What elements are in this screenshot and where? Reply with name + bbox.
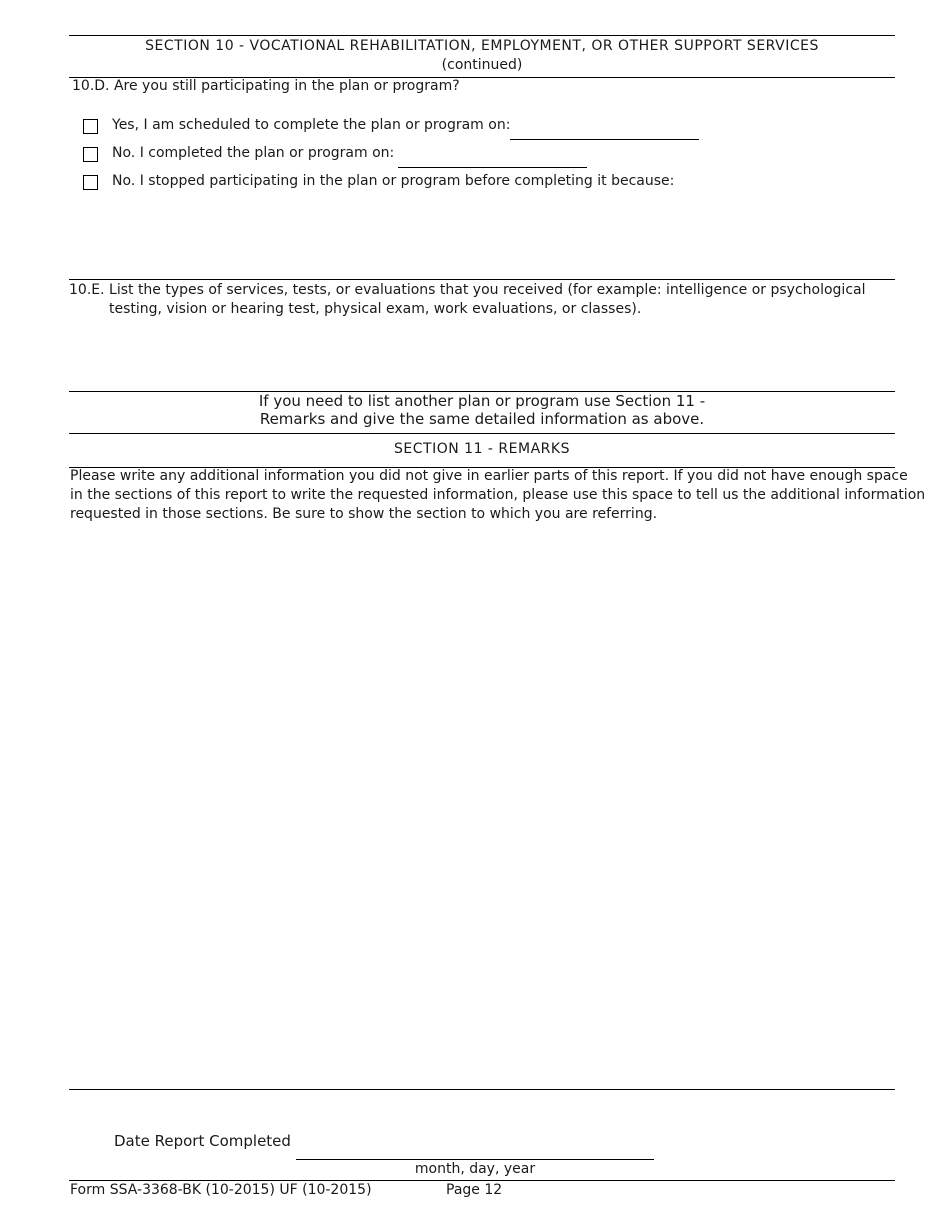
question-10d-number: 10.D. (72, 78, 110, 94)
completed-date-field[interactable] (398, 167, 587, 168)
question-10d-text: Are you still participating in the plan or program? (113, 78, 460, 94)
section10-continued: (continued) (441, 57, 523, 73)
footer-page-number: Page 12 (446, 1182, 503, 1198)
note-line-2: Remarks and give the same detailed information as above. (259, 410, 705, 428)
section10-top-rule (69, 35, 895, 36)
section11-title: SECTION 11 - REMARKS (394, 441, 570, 457)
date-report-hint: month, day, year (414, 1161, 536, 1177)
checkbox-no-stopped[interactable] (83, 175, 98, 190)
option-no-stopped-label: No. I stopped participating in the plan or program before completing it because: (112, 173, 675, 189)
checkbox-no-completed[interactable] (83, 147, 98, 162)
section11-instructions-line-1: Please write any additional information you did not give in earlier parts of this report. If you did not have enough space (70, 468, 908, 484)
question-10e-number: 10.E. (69, 282, 105, 298)
section11-instructions-line-3: requested in those sections. Be sure to show the section to which you are referring. (70, 506, 658, 522)
question-10e-rule (69, 279, 895, 280)
remarks-field[interactable] (69, 530, 899, 1086)
question-10e-line2: testing, vision or hearing test, physical exam, work evaluations, or classes). (109, 301, 642, 317)
option-no-completed-label: No. I completed the plan or program on: (112, 145, 395, 161)
question-10e-line1 (69, 281, 865, 300)
option-yes-scheduled-label: Yes, I am scheduled to complete the plan or program on: (112, 117, 511, 133)
question-10e-text: List the types of services, tests, or evaluations that you received (for example: intelligence or psychological (109, 282, 866, 298)
services-received-field[interactable] (69, 322, 899, 392)
stopped-reason-field[interactable] (69, 196, 899, 280)
scheduled-completion-date-field[interactable] (510, 139, 699, 140)
section10-title: SECTION 10 - VOCATIONAL REHABILITATION, EMPLOYMENT, OR OTHER SUPPORT SERVICES (145, 38, 819, 54)
footer-form-id: Form SSA-3368-BK (10-2015) UF (10-2015) (70, 1182, 372, 1198)
checkbox-yes-scheduled[interactable] (83, 119, 98, 134)
section11-instructions-line-2: in the sections of this report to write the requested information, please use this space to tell us the additional information (70, 487, 926, 503)
remarks-bottom-rule (69, 1089, 895, 1090)
question-10d (72, 77, 460, 96)
note-bottom-rule (69, 433, 895, 434)
note-line-1: If you need to list another plan or program use Section 11 - (258, 392, 706, 410)
date-report-label: Date Report Completed (114, 1132, 291, 1150)
